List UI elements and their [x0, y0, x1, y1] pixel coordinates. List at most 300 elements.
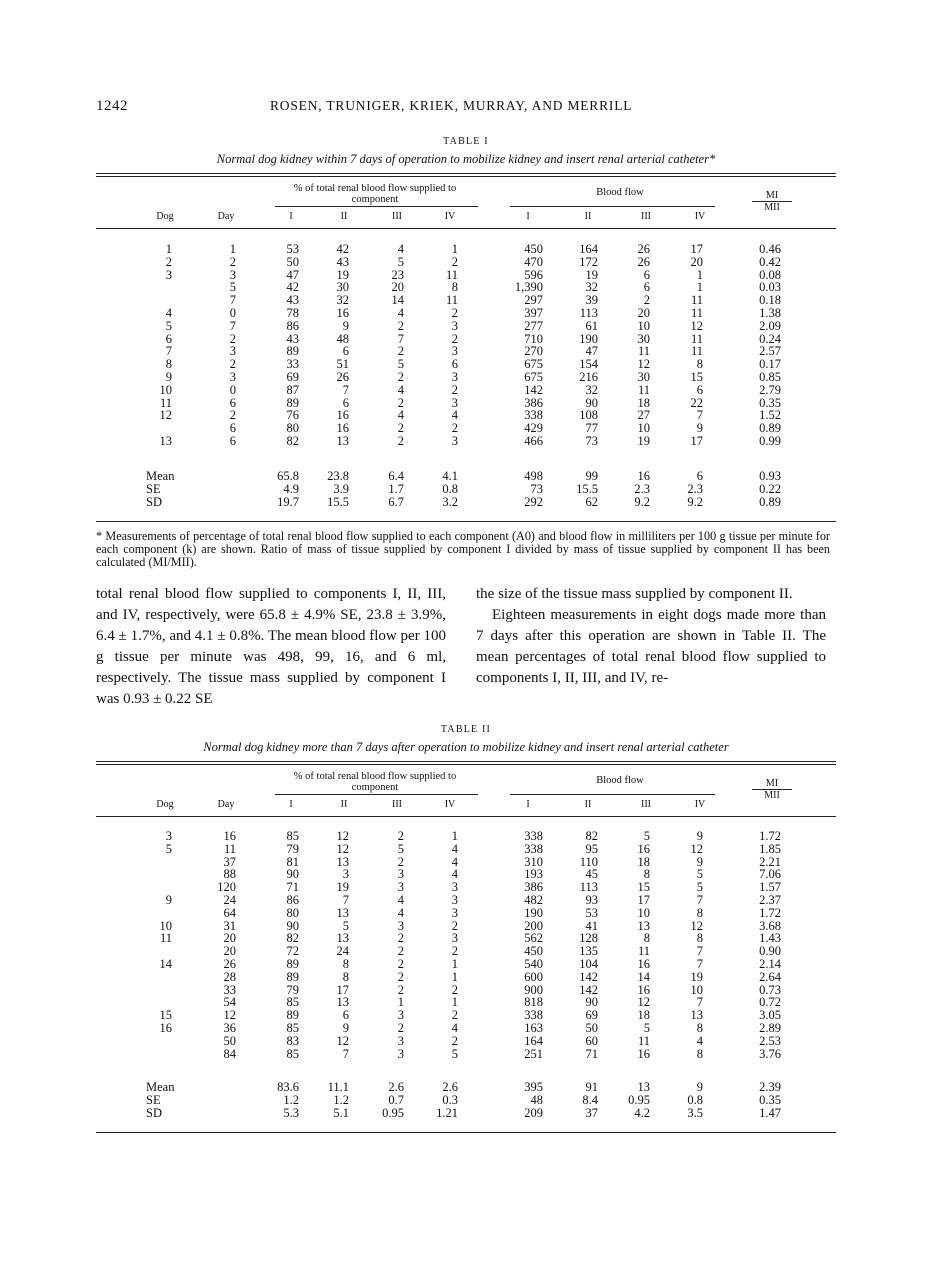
table2-cell: 16 [637, 982, 650, 997]
table2-cell: 90 [585, 995, 598, 1010]
table1-cell: 2.09 [759, 318, 781, 333]
table1-cell: 6 [165, 331, 172, 346]
table1-col-header: III [392, 211, 402, 222]
table2-cell: 95 [585, 841, 598, 856]
table2-cell: 1 [451, 995, 458, 1010]
table2-col-header: II [584, 799, 592, 810]
table1-cell: 6 [229, 434, 236, 448]
table2-cell: 3 [451, 931, 458, 946]
table1-cell: 5 [229, 280, 236, 295]
table2-cell: 10 [159, 918, 172, 933]
table1-cell: 0.99 [759, 434, 781, 448]
table2-col-header: IV [694, 799, 706, 810]
table2-cell: 4 [451, 841, 458, 856]
table2-cell: 0.90 [759, 944, 781, 959]
table1-cell: 190 [579, 331, 598, 346]
table1-cell: 9.2 [634, 494, 650, 509]
table2-cell: 3.76 [759, 1046, 781, 1061]
table2-cell: 4 [451, 1021, 458, 1035]
table2-cell: 16 [159, 1021, 172, 1035]
table2-cell: 3 [397, 1008, 404, 1023]
page-header [96, 98, 836, 118]
table1-label: TABLE I [443, 136, 489, 147]
table2-cell: 7 [696, 893, 703, 907]
table1-cell: 1 [696, 267, 703, 282]
table2-cell: 89 [286, 969, 299, 984]
table1-cell: 32 [585, 382, 598, 397]
table1-cell: 0.17 [759, 357, 781, 372]
table2-cell: 5 [696, 880, 703, 895]
table1-cell: 51 [336, 357, 349, 372]
table2-cell: 5 [342, 918, 349, 933]
table1-cell: 11 [637, 344, 650, 359]
table1-summary-label: Mean [146, 469, 175, 483]
table2-col-header: IV [444, 799, 456, 810]
table1-cell: 470 [524, 254, 543, 269]
body-left-column [96, 584, 446, 710]
table1-cell: 80 [286, 421, 299, 436]
table1-cell: 2 [229, 357, 236, 372]
table2-cell: 17 [637, 893, 650, 907]
table2-cell: 1 [397, 995, 404, 1010]
table1-cell: 3.9 [333, 481, 349, 496]
table1-cell: 1.38 [759, 306, 781, 320]
table2-ratio-denominator: MII [752, 789, 792, 801]
table2-col-header: III [392, 799, 402, 810]
table1-cell: 9 [342, 318, 349, 333]
table2-cell: 31 [223, 918, 236, 933]
table2-cell: 8 [643, 931, 650, 946]
table2-cell: 14 [159, 957, 172, 971]
table2-cell: 13 [336, 854, 349, 869]
table1-cell: 0.24 [759, 331, 781, 346]
table2-cell: 33 [223, 982, 236, 997]
table1-cell: 43 [286, 331, 299, 346]
table2-cell: 8 [342, 969, 349, 984]
table1-cell: 26 [637, 242, 650, 256]
table2-cell: 2 [397, 931, 404, 946]
table1-cell: 87 [286, 382, 299, 397]
table2-cell: 72 [286, 944, 299, 959]
table2-cell: 20 [223, 931, 236, 946]
table1-group-flow-heading: Blood flow [596, 187, 644, 198]
table2-cell: 0.95 [628, 1092, 650, 1107]
table2-cell: 6 [342, 1008, 349, 1023]
table1-cell: 270 [524, 344, 543, 359]
table2-cell: 82 [585, 829, 598, 843]
table2-cell: 16 [637, 957, 650, 971]
table1-col-header: III [641, 211, 651, 222]
table2-cell: 2 [451, 1008, 458, 1023]
table1-cell: 0.89 [759, 421, 781, 436]
running-title: ROSEN, TRUNIGER, KRIEK, MURRAY, AND MERRILL [270, 98, 633, 113]
table2-cell: 11 [223, 841, 236, 856]
table2-flow-group-rule [510, 794, 715, 795]
table2-cell: 12 [336, 1033, 349, 1048]
table1-cell: 7 [165, 344, 172, 359]
table1-top-rule [96, 173, 836, 177]
table2-cell: 4 [397, 893, 404, 907]
table2-cell: 2 [397, 854, 404, 869]
table2-cell: 69 [585, 1008, 598, 1023]
table2-cell: 0.3 [442, 1092, 458, 1107]
table2-cell: 450 [524, 944, 543, 959]
table2-cell: 2 [451, 1033, 458, 1048]
table2-cell: 85 [286, 1021, 299, 1035]
table1-cell: 53 [286, 242, 299, 256]
table2-cell: 2.39 [759, 1080, 781, 1094]
table1-cell: 108 [579, 408, 598, 423]
table1-cell: 7 [229, 293, 236, 308]
table1-cell: 13 [159, 434, 172, 448]
table2-cell: 89 [286, 957, 299, 971]
table1-cell: 11 [690, 344, 703, 359]
table1-cell: 0.08 [759, 267, 781, 282]
table2-cell: 3 [342, 867, 349, 882]
table1-cell: 3 [451, 370, 458, 384]
table2-cell: 88 [223, 867, 236, 882]
table1-cell: 11 [637, 382, 650, 397]
table1-caption: Normal dog kidney within 7 days of operation to mobilize kidney and insert renal arterial catheter* [216, 152, 716, 166]
table2-cell: 80 [286, 905, 299, 920]
table2-cell: 142 [579, 982, 598, 997]
table2-cell: 8 [696, 1021, 703, 1035]
table1-cell: 17 [690, 434, 703, 448]
table1-cell: 2 [451, 331, 458, 346]
table1-cell: 113 [579, 306, 598, 320]
table1-cell: 16 [336, 408, 349, 423]
table1-cell: 10 [637, 318, 650, 333]
table1-cell: 62 [585, 494, 598, 509]
table1-cell: 23.8 [327, 469, 349, 483]
table2-cell: 5.3 [283, 1105, 299, 1120]
table2-cell: 5 [696, 867, 703, 882]
table1-cell: 6 [229, 395, 236, 410]
table1-cell: 9 [696, 421, 703, 436]
table2-cell: 1 [451, 829, 458, 843]
table1-cell: 1 [696, 280, 703, 295]
table2-cell: 3 [397, 1046, 404, 1061]
table1-cell: 0 [229, 306, 236, 320]
table1-cell: 1 [165, 242, 172, 256]
table2-cell: 45 [585, 867, 598, 882]
table2-cell: 120 [217, 880, 236, 895]
table2-cell: 1.2 [283, 1092, 299, 1107]
table1-cell: 2 [397, 421, 404, 436]
table1-cell: 89 [286, 395, 299, 410]
table2-cell: 50 [585, 1021, 598, 1035]
table1-cell: 0.85 [759, 370, 781, 384]
table1-cell: 9.2 [687, 494, 703, 509]
table1-cell: 86 [286, 318, 299, 333]
table2-cell: 2.14 [759, 957, 781, 971]
table2-cell: 5 [165, 841, 172, 856]
table2-cell: 41 [585, 918, 598, 933]
table2-cell: 2.64 [759, 969, 781, 984]
table2-cell: 0.73 [759, 982, 781, 997]
table2-summary-label: Mean [146, 1080, 175, 1094]
table2-cell: 4 [397, 905, 404, 920]
table1-cell: 2.3 [634, 481, 650, 496]
table2-cell: 24 [223, 893, 236, 907]
table2-cell: 1.43 [759, 931, 781, 946]
table2-cell: 104 [579, 957, 598, 971]
table1-cell: 73 [585, 434, 598, 448]
table2-cell: 8 [696, 905, 703, 920]
table1-cell: 216 [579, 370, 598, 384]
table2-cell: 338 [524, 1008, 543, 1023]
table2-cell: 91 [585, 1080, 598, 1094]
table1-cell: 8 [696, 357, 703, 372]
table1-cell: 3.2 [442, 494, 458, 509]
table1-cell: 5 [397, 357, 404, 372]
table2-cell: 84 [223, 1046, 236, 1061]
table2-cell: 386 [524, 880, 543, 895]
table1-cell: 2.57 [759, 344, 781, 359]
table2-pct-group-rule [275, 794, 478, 795]
body-right-paragraph-1: the size of the tissue mass supplied by component II. [476, 586, 793, 602]
table1-footnote: * Measurements of percentage of total renal blood flow supplied to each component (A0) and blood flow in milliliters per 100 g tissue per minute for each component (k) are shown. Ratio of mass of tissue supplied by component I divided by mass of tissue supplied by component II has been calculated (MI/MII). [96, 529, 830, 569]
table1-cell: 297 [524, 293, 543, 308]
table1-cell: 429 [524, 421, 543, 436]
table2-cell: 2 [397, 944, 404, 959]
table1-cell: 69 [286, 370, 299, 384]
table1-cell: 675 [524, 357, 543, 372]
table1-cell: 11 [690, 306, 703, 320]
table2-cell: 128 [579, 931, 598, 946]
table2-cell: 540 [524, 957, 543, 971]
table2-cell: 818 [524, 995, 543, 1010]
table2-cell: 90 [286, 867, 299, 882]
table2-cell: 7 [696, 944, 703, 959]
table2-cell: 12 [336, 829, 349, 843]
table2-cell: 60 [585, 1033, 598, 1048]
table1-cell: 33 [286, 357, 299, 372]
table1-col-header: I [289, 211, 293, 222]
table1-cell: 7 [229, 318, 236, 333]
table1-cell: 14 [391, 293, 404, 308]
table2-top-rule [96, 761, 836, 765]
table1-cell: 3 [451, 395, 458, 410]
table2-cell: 2 [397, 829, 404, 843]
table2-cell: 37 [585, 1105, 598, 1120]
table1-cell: 2.79 [759, 382, 781, 397]
table1-cell: 6.7 [388, 494, 404, 509]
table1-cell: 19 [336, 267, 349, 282]
table1-cell: 65.8 [277, 469, 299, 483]
table1-cell: 12 [159, 408, 172, 423]
table2-cell: 7 [342, 893, 349, 907]
table1-cell: 5 [397, 254, 404, 269]
table2-cell: 2 [397, 1021, 404, 1035]
table1-cell: 2 [451, 421, 458, 436]
table1-cell: 12 [637, 357, 650, 372]
table2-cell: 36 [223, 1021, 236, 1035]
table2-cell: 71 [286, 880, 299, 895]
table1-cell: 19 [637, 434, 650, 448]
table2-cell: 12 [223, 1008, 236, 1023]
table2-cell: 85 [286, 1046, 299, 1061]
table2-cell: 3 [397, 867, 404, 882]
table1-cell: 4 [397, 382, 404, 397]
table2-cell: 82 [286, 931, 299, 946]
table1-cell: 498 [524, 469, 543, 483]
table2-cell: 4 [451, 867, 458, 882]
table2-cell: 2 [451, 982, 458, 997]
table1-cell: 2.3 [687, 481, 703, 496]
table1-cell: 0.18 [759, 293, 781, 308]
table1-cell: 0 [229, 382, 236, 397]
table2-cell: 164 [524, 1033, 543, 1048]
table1-summary-label: SE [146, 481, 161, 496]
table2-cell: 12 [336, 841, 349, 856]
table2-cell: 135 [579, 944, 598, 959]
table2-col-header: Dog [156, 799, 174, 810]
table2-cell: 4.2 [634, 1105, 650, 1120]
table1-summary-label: SD [146, 494, 162, 509]
table1-cell: 386 [524, 395, 543, 410]
table1-cell: 2 [451, 382, 458, 397]
table2-head-rule [96, 816, 836, 817]
table1-cell: 10 [159, 382, 172, 397]
table2-cell: 81 [286, 854, 299, 869]
table1-cell: 89 [286, 344, 299, 359]
table2-cell: 2 [397, 957, 404, 971]
table2-cell: 209 [524, 1105, 543, 1120]
table1-cell: 32 [336, 293, 349, 308]
table1-cell: 2 [397, 370, 404, 384]
table1-cell: 4 [451, 408, 458, 423]
table1-cell: 47 [286, 267, 299, 282]
table1-cell: 450 [524, 242, 543, 256]
table1-cell: 6 [696, 469, 703, 483]
table1-col-header: II [584, 211, 592, 222]
table2-cell: 11 [637, 944, 650, 959]
table1-cell: 4 [397, 408, 404, 423]
table1-cell: 2 [397, 318, 404, 333]
table2-cell: 1.21 [436, 1105, 458, 1120]
table1-cell: 12 [690, 318, 703, 333]
table2-cell: 8 [696, 931, 703, 946]
table2-cell: 13 [637, 918, 650, 933]
table1-cell: 16 [336, 306, 349, 320]
table2-cell: 20 [223, 944, 236, 959]
table2-cell: 17 [336, 982, 349, 997]
table2-cell: 71 [585, 1046, 598, 1061]
table2-cell: 26 [223, 957, 236, 971]
table2-cell: 48 [530, 1092, 543, 1107]
table2-cell: 8 [643, 867, 650, 882]
table1-cell: 5 [165, 318, 172, 333]
table2-cell: 110 [579, 854, 598, 869]
table2-cell: 3.68 [759, 918, 781, 933]
table2-cell: 0.72 [759, 995, 781, 1010]
table2-bottom-rule [96, 1132, 836, 1133]
table2-col-header: Day [217, 799, 235, 810]
table1-cell: 6 [643, 267, 650, 282]
table2-cell: 0.8 [687, 1092, 703, 1107]
table2-cell: 12 [637, 995, 650, 1010]
table2-label: TABLE II [440, 724, 492, 735]
table1-cell: 292 [524, 494, 543, 509]
table2-cell: 3.5 [687, 1105, 703, 1120]
table2-cell: 83 [286, 1033, 299, 1048]
table1-cell: 73 [530, 481, 543, 496]
table1-cell: 0.22 [759, 481, 781, 496]
table2-cell: 8.4 [582, 1092, 598, 1107]
table1-cell: 43 [286, 293, 299, 308]
table2-cell: 16 [637, 1046, 650, 1061]
table1-group-pct-heading: % of total renal blood flow supplied to component [293, 183, 457, 205]
table1-cell: 11 [690, 331, 703, 346]
table2-cell: 2 [451, 918, 458, 933]
table1-cell: 76 [286, 408, 299, 423]
table1-cell: 6 [696, 382, 703, 397]
table1-bottom-rule [96, 521, 836, 522]
table2-cell: 19 [690, 969, 703, 984]
table1-cell: 8 [451, 280, 458, 295]
table2-cell: 142 [579, 969, 598, 984]
table2-cell: 3 [451, 905, 458, 920]
table1-cell: 50 [286, 254, 299, 269]
table1-col-header: I [526, 211, 530, 222]
table1-cell: 42 [336, 242, 349, 256]
table2-cell: 12 [690, 918, 703, 933]
table2-cell: 1.2 [333, 1092, 349, 1107]
table2-col-header: III [641, 799, 651, 810]
table2-cell: 8 [696, 1046, 703, 1061]
table1-cell: 4 [397, 242, 404, 256]
table2-caption: Normal dog kidney more than 7 days after operation to mobilize kidney and insert renal arterial catheter [203, 740, 729, 754]
table2-cell: 3 [397, 1033, 404, 1048]
table2-cell: 190 [524, 905, 543, 920]
table2-cell: 7 [696, 995, 703, 1010]
table2-cell: 1.72 [759, 829, 781, 843]
table1-cell: 19 [585, 267, 598, 282]
table1-cell: 16 [336, 421, 349, 436]
table1-cell: 7 [696, 408, 703, 423]
table1-cell: 3 [451, 318, 458, 333]
table2-cell: 1.85 [759, 841, 781, 856]
table1-col-header: Dog [156, 211, 174, 222]
table1-cell: 22 [690, 395, 703, 410]
table1-cell: 3 [451, 344, 458, 359]
table1-col-header: IV [444, 211, 456, 222]
table2-cell: 64 [223, 905, 236, 920]
table1-cell: 30 [637, 370, 650, 384]
table1-cell: 397 [524, 306, 543, 320]
table1-cell: 596 [524, 267, 543, 282]
table1-col-header: Day [217, 211, 235, 222]
table2-cell: 14 [637, 969, 650, 984]
table1-cell: 16 [637, 469, 650, 483]
table1-cell: 2 [229, 254, 236, 269]
table1-cell: 6 [342, 395, 349, 410]
table1-cell: 3 [229, 267, 236, 282]
table1-cell: 20 [391, 280, 404, 295]
table1-cell: 48 [336, 331, 349, 346]
table2-cell: 15 [159, 1008, 172, 1023]
table1-cell: 6 [229, 421, 236, 436]
table1-cell: 338 [524, 408, 543, 423]
table1-cell: 23 [391, 267, 404, 282]
table1-cell: 26 [336, 370, 349, 384]
table1-cell: 13 [336, 434, 349, 448]
table2-cell: 2 [397, 969, 404, 984]
table2-cell: 0.7 [388, 1092, 404, 1107]
table2-cell: 9 [696, 829, 703, 843]
table1-cell: 4.9 [283, 481, 299, 496]
